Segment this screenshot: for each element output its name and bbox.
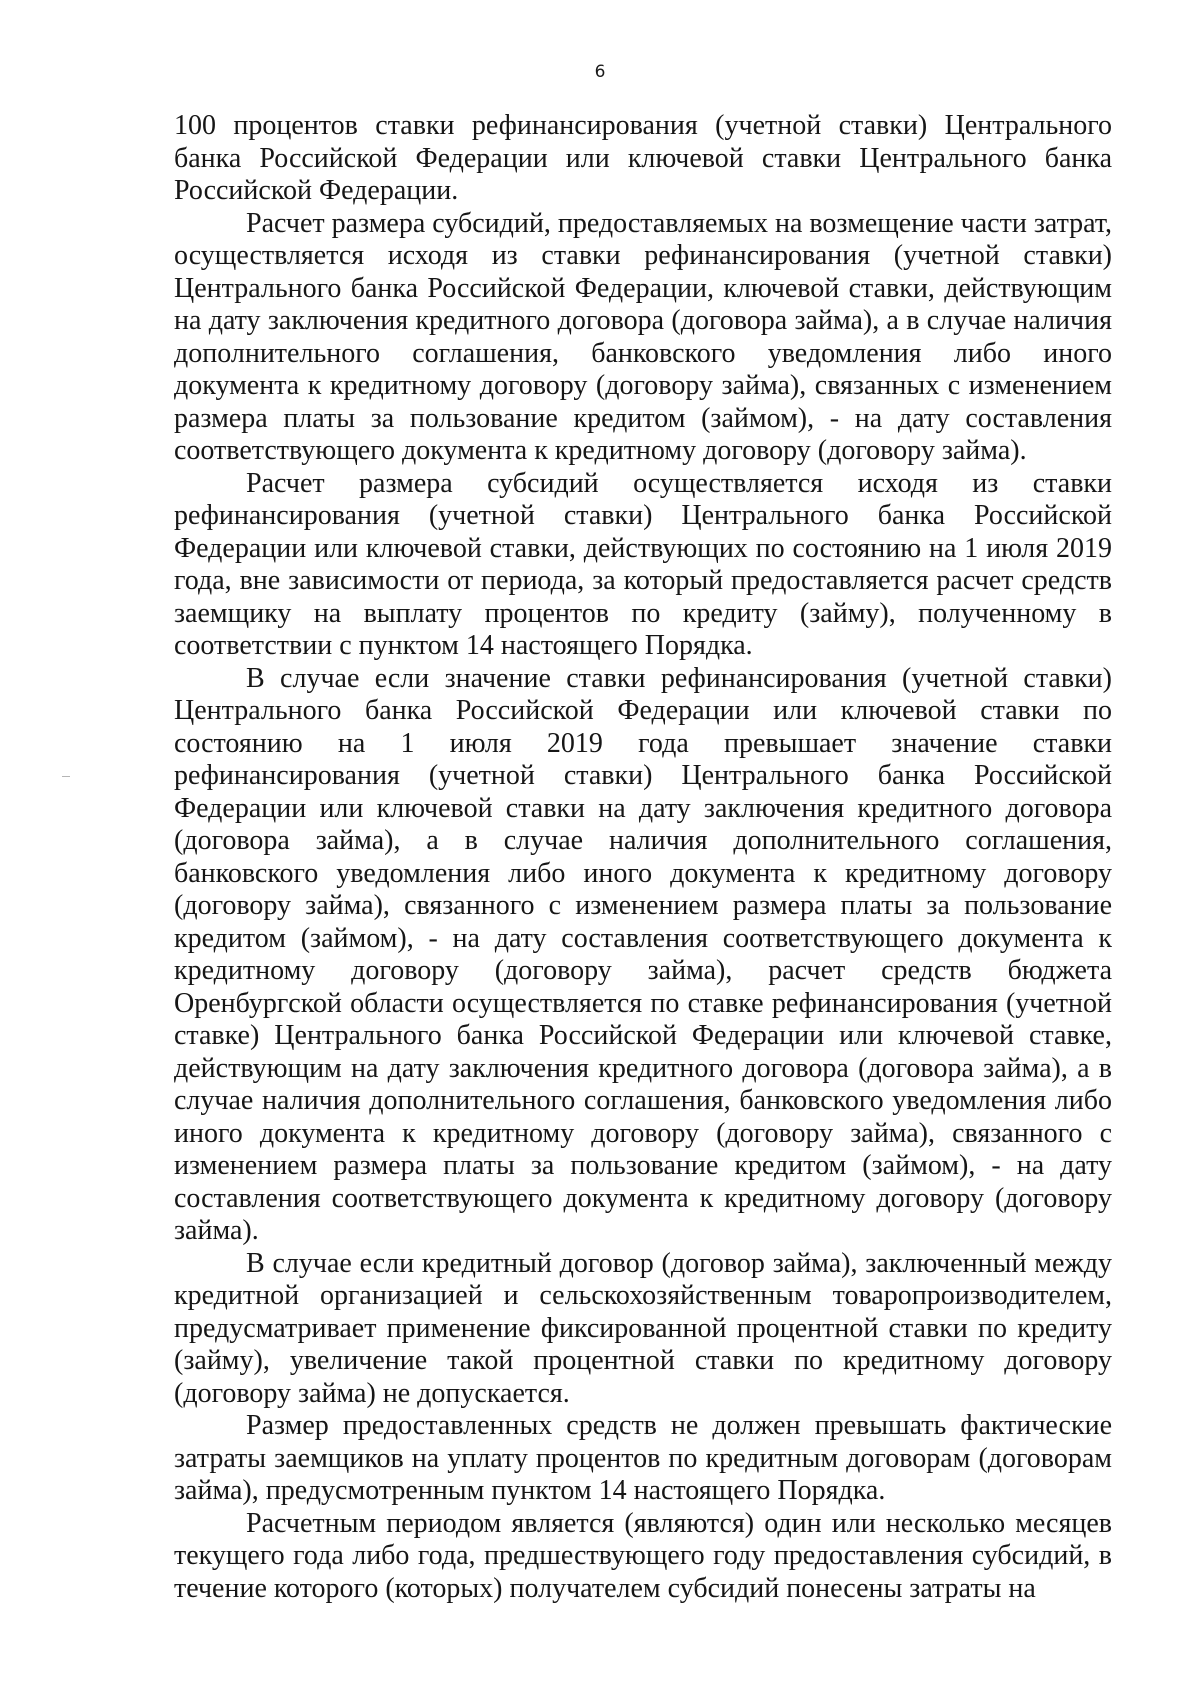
paragraph-2: Расчет размера субсидий, предоставляемых на возмещение части затрат, осуществляется исходя из ставки рефинансирования (учетной ставки) Центрального банка Российской Федерации, ключевой ставки, действующим на дату заключения кредитного договора (договора займа), а в случае наличия дополнительного соглашения, банковского уведомления либо иного документа к кредитному договору (договору займа), связанных с изменением размера платы за пользование кредитом (займом), - на дату составления соответствующего документа к кредитному договору (договору займа). xyxy=(174,207,1112,466)
paragraph-1: 100 процентов ставки рефинансирования (учетной ставки) Центрального банка Российской Федерации или ключевой ставки Центрального банка Российской Федерации. xyxy=(174,110,1112,206)
paragraph-3: Расчет размера субсидий осуществляется исходя из ставки рефинансирования (учетной ставки) Центрального банка Российской Федерации или ключевой ставки, действующих по состоянию на 1 июля 2019 года, вне зависимости от периода, за который предоставляется расчет средств заемщику на выплату процентов по кредиту (займу), полученному в соответствии с пунктом 14 настоящего Порядка. xyxy=(174,467,1112,661)
paragraph-6: Размер предоставленных средств не должен превышать фактические затраты заемщиков на уплату процентов по кредитным договорам (договорам займа), предусмотренным пунктом 14 настоящего Порядка. xyxy=(174,1410,1112,1506)
paragraph-4: В случае если значение ставки рефинансирования (учетной ставки) Центрального банка Российской Федерации или ключевой ставки по состоянию на 1 июля 2019 года превышает значение ставки рефинансирования (учетной ставки) Центрального банка Российской Федерации или ключевой ставки на дату заключения кредитного договора (договора займа), а в случае наличия дополнительного соглашения, банковского уведомления либо иного документа к кредитному договору (договору займа), связанного с изменением размера платы за пользование кредитом (займом), - на дату составления соответствующего документа к кредитному договору (договору займа), расчет средств бюджета Оренбургской области осуществляется по ставке рефинансирования (учетной ставке) Центрального банка Российской Федерации или ключевой ставке, действующим на дату заключения кредитного договора (договора займа), а в случае наличия дополнительного соглашения, банковского уведомления либо иного документа к кредитному договору (договору займа), связанного с изменением размера платы за пользование кредитом (займом), - на дату составления соответствующего документа к кредитному договору (договору займа). xyxy=(174,662,1112,1246)
paragraph-7: Расчетным периодом является (являются) один или несколько месяцев текущего года либо года, предшествующего году предоставления субсидий, в течение которого (которых) получателем субсидий понесены затраты на xyxy=(174,1507,1112,1604)
paragraph-5: В случае если кредитный договор (договор займа), заключенный между кредитной организацией и сельскохозяйственным товаропроизводителем, предусматривает применение фиксированной процентной ставки по кредиту (займу), увеличение такой процентной ставки по кредитному договору (договору займа) не допускается. xyxy=(174,1247,1112,1409)
document-body xyxy=(174,110,1112,1605)
scan-margin-mark xyxy=(62,776,70,777)
page-number: 6 xyxy=(594,62,606,82)
